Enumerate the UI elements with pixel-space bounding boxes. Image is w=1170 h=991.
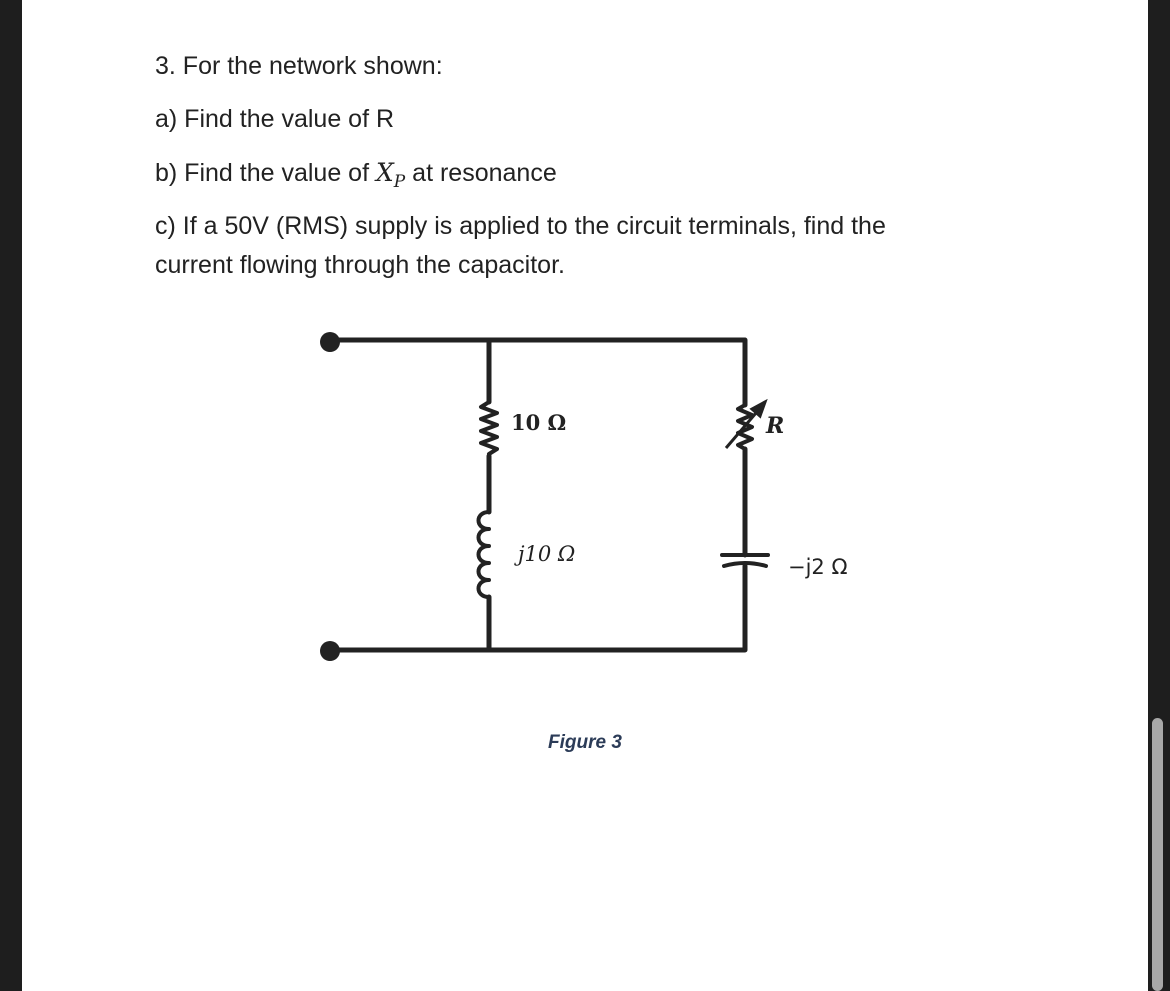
label-minus-j2-ohm: −j2 Ω <box>788 555 848 579</box>
label-r: R <box>766 413 785 439</box>
left-resistor <box>481 402 497 454</box>
circuit-diagram <box>300 310 900 680</box>
question-part-c-line1: c) If a 50V (RMS) supply is applied to the circuit terminals, find the <box>155 212 886 240</box>
reactance-symbol-subscript: P <box>393 172 406 192</box>
reactance-symbol <box>375 158 406 192</box>
part-b-prefix: b) Find the value of <box>155 159 376 187</box>
label-10-ohm: 10 Ω <box>511 410 567 435</box>
question-part-b <box>155 153 557 202</box>
terminal-top <box>320 332 340 352</box>
figure-caption: Figure 3 <box>548 732 622 753</box>
terminal-bottom <box>320 641 340 661</box>
scrollbar-thumb[interactable] <box>1152 718 1163 991</box>
question-heading: 3. For the network shown: <box>155 52 443 80</box>
label-j10-ohm: j10 Ω <box>518 542 576 566</box>
bottom-wire <box>328 582 745 650</box>
question-part-a: a) Find the value of R <box>155 105 395 133</box>
question-part-c-line2: current flowing through the capacitor. <box>155 251 565 279</box>
left-inductor <box>479 512 490 597</box>
reactance-symbol-x: X <box>375 158 394 187</box>
part-b-suffix: at resonance <box>405 159 557 187</box>
top-wire <box>328 340 745 405</box>
